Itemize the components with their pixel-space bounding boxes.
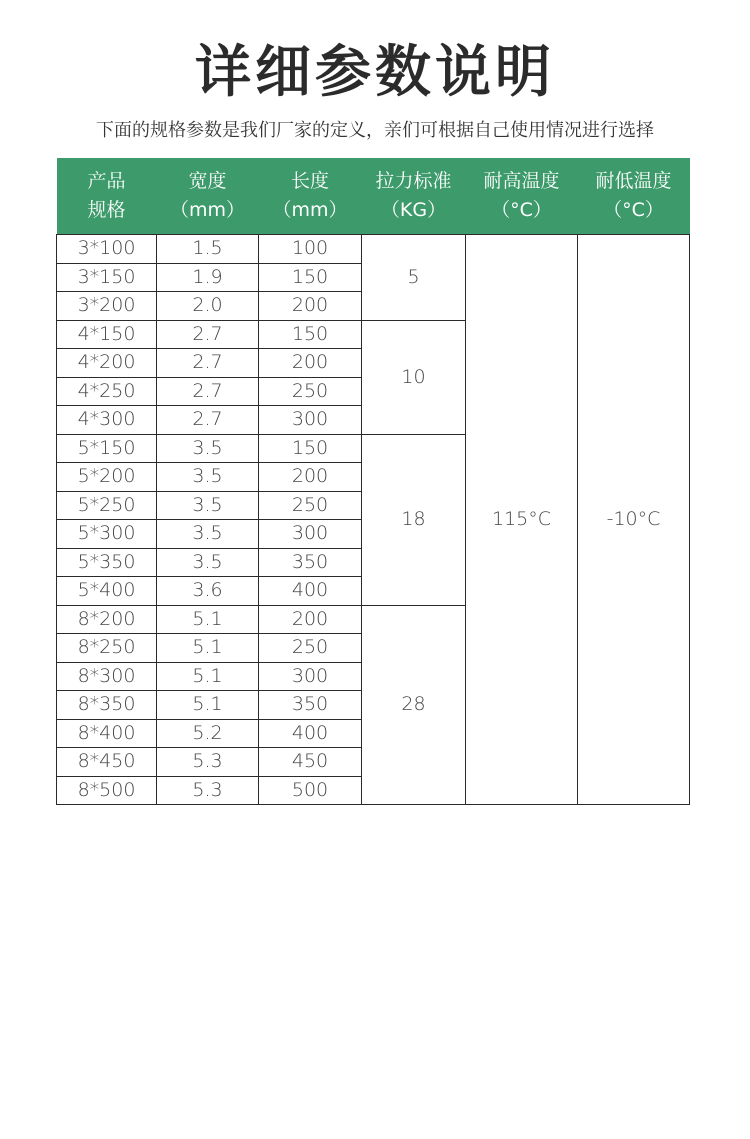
- header-line-1: 耐高温度: [483, 170, 560, 192]
- cell-low-temp: -10°C: [578, 235, 690, 805]
- cell-length: 150: [259, 320, 362, 349]
- cell-spec: 8*350: [57, 691, 157, 720]
- cell-length: 300: [259, 662, 362, 691]
- header-width: [157, 158, 259, 235]
- header-line-2: （°C）: [603, 199, 664, 221]
- cell-tension: 18: [362, 434, 466, 605]
- cell-width: 2.7: [157, 320, 259, 349]
- cell-length: 250: [259, 377, 362, 406]
- cell-spec: 5*200: [57, 463, 157, 492]
- header-line-1: 耐低温度: [595, 170, 672, 192]
- cell-width: 5.1: [157, 691, 259, 720]
- cell-high-temp: 115°C: [466, 235, 578, 805]
- cell-length: 150: [259, 434, 362, 463]
- page-subtitle: 下面的规格参数是我们厂家的定义，亲们可根据自己使用情况进行选择: [96, 120, 654, 141]
- cell-spec: 4*300: [57, 406, 157, 435]
- cell-spec: 5*250: [57, 491, 157, 520]
- cell-width: 3.5: [157, 520, 259, 549]
- header-line-2: （°C）: [491, 199, 552, 221]
- cell-spec: 4*250: [57, 377, 157, 406]
- cell-spec: 8*400: [57, 719, 157, 748]
- cell-spec: 8*250: [57, 634, 157, 663]
- cell-length: 300: [259, 406, 362, 435]
- cell-width: 5.1: [157, 605, 259, 634]
- header-line-1: 宽度: [188, 170, 227, 192]
- cell-length: 400: [259, 577, 362, 606]
- cell-spec: 3*150: [57, 263, 157, 292]
- header-spec: [57, 158, 157, 235]
- cell-spec: 5*400: [57, 577, 157, 606]
- cell-tension: 5: [362, 235, 466, 321]
- spec-table: [56, 158, 690, 805]
- cell-width: 5.2: [157, 719, 259, 748]
- cell-width: 3.6: [157, 577, 259, 606]
- cell-length: 300: [259, 520, 362, 549]
- cell-length: 350: [259, 548, 362, 577]
- header-line-2: 规格: [87, 199, 126, 221]
- cell-width: 1.9: [157, 263, 259, 292]
- cell-spec: 8*300: [57, 662, 157, 691]
- table-row: [57, 235, 690, 264]
- header-line-2: （mm）: [169, 199, 246, 221]
- header-line-1: 拉力标准: [375, 170, 452, 192]
- cell-tension: 28: [362, 605, 466, 805]
- header-tension: [362, 158, 466, 235]
- cell-width: 1.5: [157, 235, 259, 264]
- cell-spec: 5*150: [57, 434, 157, 463]
- header-line-2: （KG）: [380, 199, 447, 221]
- cell-length: 200: [259, 292, 362, 321]
- cell-length: 200: [259, 605, 362, 634]
- page-title: 详细参数说明: [195, 40, 555, 105]
- header-line-1: 产品: [87, 170, 126, 192]
- cell-length: 450: [259, 748, 362, 777]
- cell-length: 500: [259, 776, 362, 805]
- header-line-1: 长度: [290, 170, 329, 192]
- cell-width: 3.5: [157, 434, 259, 463]
- cell-width: 5.1: [157, 662, 259, 691]
- header-low-temp: [578, 158, 690, 235]
- cell-spec: 8*500: [57, 776, 157, 805]
- cell-spec: 5*300: [57, 520, 157, 549]
- cell-spec: 4*200: [57, 349, 157, 378]
- cell-spec: 4*150: [57, 320, 157, 349]
- cell-width: 5.3: [157, 776, 259, 805]
- cell-length: 250: [259, 491, 362, 520]
- cell-spec: 8*450: [57, 748, 157, 777]
- cell-width: 3.5: [157, 548, 259, 577]
- cell-width: 3.5: [157, 463, 259, 492]
- cell-length: 250: [259, 634, 362, 663]
- header-length: [259, 158, 362, 235]
- cell-length: 100: [259, 235, 362, 264]
- header-line-2: （mm）: [272, 199, 348, 221]
- header-high-temp: [466, 158, 578, 235]
- cell-length: 400: [259, 719, 362, 748]
- cell-width: 2.0: [157, 292, 259, 321]
- cell-width: 5.3: [157, 748, 259, 777]
- cell-tension: 10: [362, 320, 466, 434]
- cell-spec: 5*350: [57, 548, 157, 577]
- cell-length: 150: [259, 263, 362, 292]
- cell-length: 200: [259, 349, 362, 378]
- cell-spec: 8*200: [57, 605, 157, 634]
- cell-length: 200: [259, 463, 362, 492]
- cell-width: 5.1: [157, 634, 259, 663]
- cell-width: 2.7: [157, 349, 259, 378]
- cell-width: 3.5: [157, 491, 259, 520]
- cell-width: 2.7: [157, 377, 259, 406]
- cell-length: 350: [259, 691, 362, 720]
- cell-width: 2.7: [157, 406, 259, 435]
- cell-spec: 3*100: [57, 235, 157, 264]
- cell-spec: 3*200: [57, 292, 157, 321]
- spec-table-header: [57, 158, 690, 235]
- spec-table-body: [57, 235, 690, 805]
